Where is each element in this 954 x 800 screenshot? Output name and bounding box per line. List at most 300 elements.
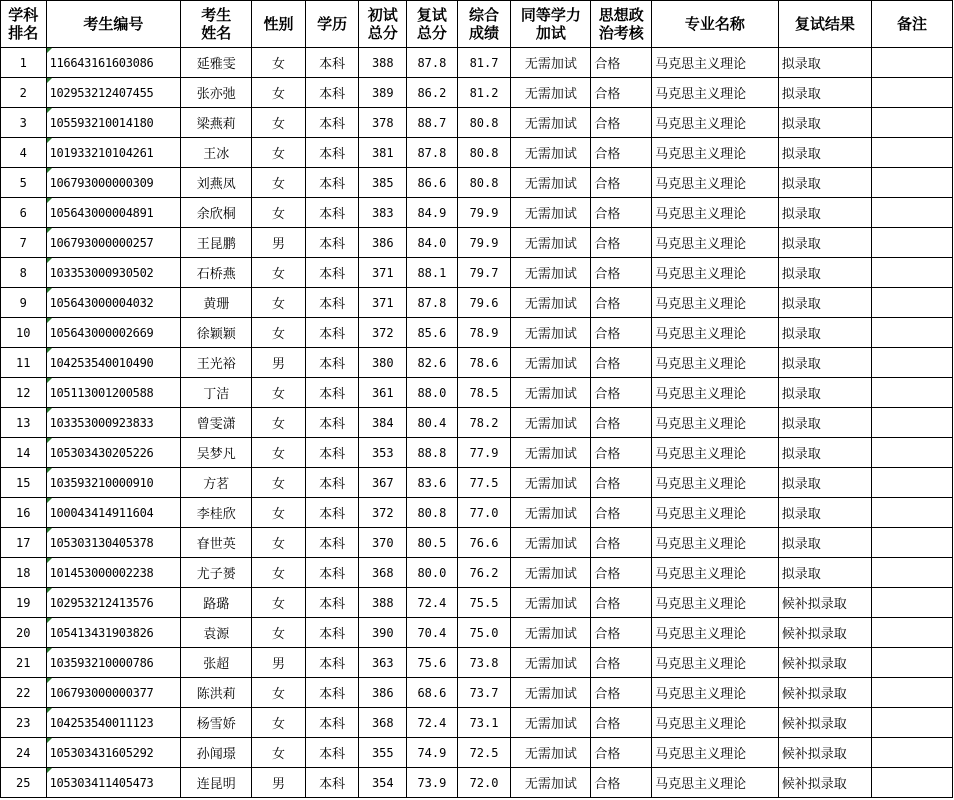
cell-exam-id	[46, 678, 181, 708]
cell-remarks	[871, 648, 952, 678]
cell-initial-total: 368	[359, 708, 407, 738]
cell-equiv-exam: 无需加试	[511, 408, 591, 438]
exam-id-text: 106793000000377	[49, 685, 154, 700]
exam-id-text: 116643161603086	[49, 55, 154, 70]
cell-result: 候补拟录取	[778, 678, 871, 708]
cell-retest-total: 72.4	[407, 588, 458, 618]
cell-gender: 女	[252, 438, 306, 468]
cell-remarks	[871, 498, 952, 528]
cell-education: 本科	[305, 198, 359, 228]
cell-gender: 男	[252, 228, 306, 258]
cell-political: 合格	[591, 48, 652, 78]
cell-remarks	[871, 318, 952, 348]
table-row	[1, 168, 953, 198]
cell-composite: 78.9	[457, 318, 511, 348]
cell-equiv-exam: 无需加试	[511, 348, 591, 378]
cell-exam-id	[46, 498, 181, 528]
header-major: 专业名称	[652, 1, 779, 48]
cell-gender: 女	[252, 258, 306, 288]
table-row	[1, 228, 953, 258]
cell-initial-total: 367	[359, 468, 407, 498]
cell-name: 张亦弛	[181, 78, 252, 108]
cell-exam-id	[46, 318, 181, 348]
cell-result: 拟录取	[778, 48, 871, 78]
cell-comment-marker-icon	[47, 408, 52, 413]
exam-id-text: 103593210000910	[49, 475, 154, 490]
cell-retest-total: 72.4	[407, 708, 458, 738]
cell-name: 连昆明	[181, 768, 252, 798]
cell-rank: 6	[1, 198, 47, 228]
table-row	[1, 618, 953, 648]
cell-result: 拟录取	[778, 78, 871, 108]
cell-remarks	[871, 108, 952, 138]
exam-id-text: 105303411405473	[49, 775, 154, 790]
table-row	[1, 78, 953, 108]
cell-major: 马克思主义理论	[652, 348, 779, 378]
cell-initial-total: 386	[359, 228, 407, 258]
header-composite: 综合 成绩	[457, 1, 511, 48]
cell-result: 拟录取	[778, 228, 871, 258]
cell-comment-marker-icon	[47, 678, 52, 683]
cell-initial-total: 370	[359, 528, 407, 558]
cell-name: 尤子赟	[181, 558, 252, 588]
cell-composite: 79.6	[457, 288, 511, 318]
cell-initial-total: 371	[359, 258, 407, 288]
cell-major: 马克思主义理论	[652, 438, 779, 468]
header-education: 学历	[305, 1, 359, 48]
cell-gender: 男	[252, 768, 306, 798]
cell-result: 拟录取	[778, 168, 871, 198]
cell-comment-marker-icon	[47, 78, 52, 83]
cell-retest-total: 88.7	[407, 108, 458, 138]
cell-political: 合格	[591, 498, 652, 528]
cell-political: 合格	[591, 348, 652, 378]
cell-political: 合格	[591, 618, 652, 648]
cell-political: 合格	[591, 588, 652, 618]
cell-education: 本科	[305, 648, 359, 678]
cell-political: 合格	[591, 438, 652, 468]
cell-rank: 13	[1, 408, 47, 438]
cell-major: 马克思主义理论	[652, 78, 779, 108]
cell-remarks	[871, 738, 952, 768]
header-name: 考生 姓名	[181, 1, 252, 48]
header-gender: 性别	[252, 1, 306, 48]
cell-political: 合格	[591, 378, 652, 408]
cell-political: 合格	[591, 78, 652, 108]
table-row	[1, 438, 953, 468]
cell-gender: 女	[252, 378, 306, 408]
cell-initial-total: 386	[359, 678, 407, 708]
exam-id-text: 105303130405378	[49, 535, 154, 550]
exam-id-text: 105303431605292	[49, 745, 154, 760]
header-exam-id: 考生编号	[46, 1, 181, 48]
cell-initial-total: 383	[359, 198, 407, 228]
cell-retest-total: 73.9	[407, 768, 458, 798]
cell-retest-total: 80.4	[407, 408, 458, 438]
table-row	[1, 288, 953, 318]
cell-name: 延雅雯	[181, 48, 252, 78]
cell-comment-marker-icon	[47, 168, 52, 173]
cell-comment-marker-icon	[47, 438, 52, 443]
cell-exam-id	[46, 588, 181, 618]
cell-retest-total: 84.9	[407, 198, 458, 228]
cell-initial-total: 385	[359, 168, 407, 198]
table-row	[1, 588, 953, 618]
cell-education: 本科	[305, 348, 359, 378]
cell-initial-total: 353	[359, 438, 407, 468]
cell-name: 黄珊	[181, 288, 252, 318]
cell-exam-id	[46, 228, 181, 258]
cell-major: 马克思主义理论	[652, 408, 779, 438]
cell-equiv-exam: 无需加试	[511, 468, 591, 498]
cell-result: 候补拟录取	[778, 618, 871, 648]
cell-rank: 18	[1, 558, 47, 588]
cell-gender: 女	[252, 288, 306, 318]
cell-composite: 80.8	[457, 138, 511, 168]
cell-gender: 女	[252, 588, 306, 618]
cell-rank: 3	[1, 108, 47, 138]
cell-comment-marker-icon	[47, 108, 52, 113]
cell-initial-total: 372	[359, 318, 407, 348]
cell-education: 本科	[305, 558, 359, 588]
exam-id-text: 104253540011123	[49, 715, 154, 730]
cell-composite: 72.5	[457, 738, 511, 768]
cell-equiv-exam: 无需加试	[511, 198, 591, 228]
cell-initial-total: 388	[359, 48, 407, 78]
cell-composite: 78.6	[457, 348, 511, 378]
table-row	[1, 318, 953, 348]
cell-major: 马克思主义理论	[652, 378, 779, 408]
cell-equiv-exam: 无需加试	[511, 168, 591, 198]
cell-gender: 女	[252, 468, 306, 498]
table-row	[1, 378, 953, 408]
cell-education: 本科	[305, 768, 359, 798]
cell-major: 马克思主义理论	[652, 738, 779, 768]
cell-exam-id	[46, 618, 181, 648]
cell-gender: 女	[252, 528, 306, 558]
cell-political: 合格	[591, 108, 652, 138]
cell-result: 拟录取	[778, 258, 871, 288]
cell-initial-total: 378	[359, 108, 407, 138]
cell-equiv-exam: 无需加试	[511, 588, 591, 618]
cell-retest-total: 88.8	[407, 438, 458, 468]
cell-retest-total: 82.6	[407, 348, 458, 378]
cell-rank: 21	[1, 648, 47, 678]
cell-political: 合格	[591, 648, 652, 678]
cell-major: 马克思主义理论	[652, 468, 779, 498]
cell-initial-total: 361	[359, 378, 407, 408]
cell-education: 本科	[305, 408, 359, 438]
cell-rank: 14	[1, 438, 47, 468]
table-row	[1, 108, 953, 138]
cell-equiv-exam: 无需加试	[511, 498, 591, 528]
cell-remarks	[871, 528, 952, 558]
cell-name: 王昆鹏	[181, 228, 252, 258]
table-row	[1, 528, 953, 558]
cell-education: 本科	[305, 168, 359, 198]
cell-retest-total: 86.2	[407, 78, 458, 108]
cell-equiv-exam: 无需加试	[511, 528, 591, 558]
cell-education: 本科	[305, 468, 359, 498]
cell-remarks	[871, 348, 952, 378]
cell-rank: 19	[1, 588, 47, 618]
cell-comment-marker-icon	[47, 348, 52, 353]
cell-comment-marker-icon	[47, 378, 52, 383]
cell-rank: 11	[1, 348, 47, 378]
exam-id-text: 106793000000309	[49, 175, 154, 190]
cell-education: 本科	[305, 678, 359, 708]
cell-rank: 8	[1, 258, 47, 288]
cell-political: 合格	[591, 288, 652, 318]
header-initial-total: 初试 总分	[359, 1, 407, 48]
cell-education: 本科	[305, 228, 359, 258]
cell-name: 路璐	[181, 588, 252, 618]
cell-name: 眘世英	[181, 528, 252, 558]
cell-composite: 76.2	[457, 558, 511, 588]
cell-remarks	[871, 78, 952, 108]
cell-result: 拟录取	[778, 198, 871, 228]
cell-composite: 80.8	[457, 108, 511, 138]
exam-id-text: 103593210000786	[49, 655, 154, 670]
cell-equiv-exam: 无需加试	[511, 558, 591, 588]
cell-political: 合格	[591, 468, 652, 498]
cell-result: 拟录取	[778, 138, 871, 168]
cell-comment-marker-icon	[47, 528, 52, 533]
table-row	[1, 558, 953, 588]
cell-political: 合格	[591, 318, 652, 348]
cell-retest-total: 75.6	[407, 648, 458, 678]
cell-name: 王冰	[181, 138, 252, 168]
cell-major: 马克思主义理论	[652, 528, 779, 558]
cell-equiv-exam: 无需加试	[511, 288, 591, 318]
cell-initial-total: 368	[359, 558, 407, 588]
cell-major: 马克思主义理论	[652, 48, 779, 78]
cell-comment-marker-icon	[47, 768, 52, 773]
cell-education: 本科	[305, 78, 359, 108]
cell-rank: 23	[1, 708, 47, 738]
cell-major: 马克思主义理论	[652, 558, 779, 588]
cell-equiv-exam: 无需加试	[511, 618, 591, 648]
cell-comment-marker-icon	[47, 708, 52, 713]
cell-exam-id	[46, 198, 181, 228]
cell-major: 马克思主义理论	[652, 708, 779, 738]
cell-composite: 76.6	[457, 528, 511, 558]
cell-equiv-exam: 无需加试	[511, 138, 591, 168]
cell-retest-total: 88.0	[407, 378, 458, 408]
cell-retest-total: 87.8	[407, 288, 458, 318]
table-row	[1, 708, 953, 738]
cell-name: 袁源	[181, 618, 252, 648]
cell-comment-marker-icon	[47, 288, 52, 293]
cell-rank: 1	[1, 48, 47, 78]
cell-rank: 10	[1, 318, 47, 348]
cell-gender: 女	[252, 138, 306, 168]
exam-id-text: 105643000004032	[49, 295, 154, 310]
cell-name: 刘燕凤	[181, 168, 252, 198]
cell-result: 拟录取	[778, 468, 871, 498]
cell-exam-id	[46, 288, 181, 318]
cell-name: 陈洪莉	[181, 678, 252, 708]
cell-exam-id	[46, 378, 181, 408]
cell-exam-id	[46, 258, 181, 288]
cell-initial-total: 388	[359, 588, 407, 618]
cell-result: 拟录取	[778, 438, 871, 468]
cell-comment-marker-icon	[47, 558, 52, 563]
cell-political: 合格	[591, 408, 652, 438]
cell-result: 拟录取	[778, 378, 871, 408]
cell-name: 丁洁	[181, 378, 252, 408]
cell-remarks	[871, 708, 952, 738]
cell-comment-marker-icon	[47, 228, 52, 233]
cell-major: 马克思主义理论	[652, 108, 779, 138]
cell-equiv-exam: 无需加试	[511, 48, 591, 78]
cell-equiv-exam: 无需加试	[511, 738, 591, 768]
exam-id-text: 103353000923833	[49, 415, 154, 430]
cell-equiv-exam: 无需加试	[511, 258, 591, 288]
exam-id-text: 101453000002238	[49, 565, 154, 580]
cell-rank: 4	[1, 138, 47, 168]
cell-equiv-exam: 无需加试	[511, 648, 591, 678]
cell-exam-id	[46, 648, 181, 678]
cell-result: 候补拟录取	[778, 768, 871, 798]
cell-rank: 24	[1, 738, 47, 768]
header-result: 复试结果	[778, 1, 871, 48]
cell-equiv-exam: 无需加试	[511, 318, 591, 348]
cell-result: 候补拟录取	[778, 588, 871, 618]
cell-political: 合格	[591, 678, 652, 708]
cell-retest-total: 87.8	[407, 138, 458, 168]
cell-initial-total: 384	[359, 408, 407, 438]
cell-comment-marker-icon	[47, 318, 52, 323]
cell-remarks	[871, 48, 952, 78]
cell-political: 合格	[591, 228, 652, 258]
cell-gender: 女	[252, 48, 306, 78]
cell-education: 本科	[305, 708, 359, 738]
cell-remarks	[871, 678, 952, 708]
cell-exam-id	[46, 78, 181, 108]
cell-result: 候补拟录取	[778, 738, 871, 768]
exam-id-text: 102953212407455	[49, 85, 154, 100]
cell-major: 马克思主义理论	[652, 498, 779, 528]
cell-remarks	[871, 768, 952, 798]
header-political: 思想政 治考核	[591, 1, 652, 48]
cell-gender: 女	[252, 738, 306, 768]
cell-result: 拟录取	[778, 408, 871, 438]
cell-rank: 17	[1, 528, 47, 558]
cell-major: 马克思主义理论	[652, 168, 779, 198]
cell-retest-total: 68.6	[407, 678, 458, 708]
cell-comment-marker-icon	[47, 588, 52, 593]
cell-rank: 22	[1, 678, 47, 708]
cell-name: 张超	[181, 648, 252, 678]
cell-result: 拟录取	[778, 318, 871, 348]
cell-result: 拟录取	[778, 498, 871, 528]
cell-exam-id	[46, 558, 181, 588]
table-row	[1, 348, 953, 378]
cell-political: 合格	[591, 738, 652, 768]
cell-composite: 79.9	[457, 228, 511, 258]
cell-equiv-exam: 无需加试	[511, 378, 591, 408]
cell-composite: 73.8	[457, 648, 511, 678]
cell-composite: 78.5	[457, 378, 511, 408]
cell-name: 孙闻璟	[181, 738, 252, 768]
table-row	[1, 738, 953, 768]
cell-political: 合格	[591, 558, 652, 588]
exam-id-text: 105643000004891	[49, 205, 154, 220]
cell-major: 马克思主义理论	[652, 258, 779, 288]
cell-education: 本科	[305, 498, 359, 528]
cell-name: 徐颖颖	[181, 318, 252, 348]
cell-composite: 75.5	[457, 588, 511, 618]
cell-political: 合格	[591, 258, 652, 288]
exam-id-text: 101933210104261	[49, 145, 154, 160]
cell-gender: 男	[252, 348, 306, 378]
cell-comment-marker-icon	[47, 648, 52, 653]
cell-composite: 72.0	[457, 768, 511, 798]
cell-gender: 女	[252, 708, 306, 738]
exam-id-text: 103353000930502	[49, 265, 154, 280]
cell-gender: 女	[252, 78, 306, 108]
cell-rank: 9	[1, 288, 47, 318]
cell-retest-total: 87.8	[407, 48, 458, 78]
cell-name: 石桥燕	[181, 258, 252, 288]
cell-retest-total: 83.6	[407, 468, 458, 498]
cell-major: 马克思主义理论	[652, 318, 779, 348]
cell-retest-total: 80.5	[407, 528, 458, 558]
cell-equiv-exam: 无需加试	[511, 78, 591, 108]
exam-id-text: 105593210014180	[49, 115, 154, 130]
cell-major: 马克思主义理论	[652, 588, 779, 618]
cell-rank: 16	[1, 498, 47, 528]
cell-remarks	[871, 288, 952, 318]
cell-initial-total: 389	[359, 78, 407, 108]
cell-retest-total: 84.0	[407, 228, 458, 258]
cell-gender: 女	[252, 678, 306, 708]
cell-gender: 女	[252, 198, 306, 228]
cell-political: 合格	[591, 768, 652, 798]
cell-composite: 73.1	[457, 708, 511, 738]
cell-major: 马克思主义理论	[652, 648, 779, 678]
table-row	[1, 648, 953, 678]
cell-equiv-exam: 无需加试	[511, 228, 591, 258]
cell-result: 拟录取	[778, 528, 871, 558]
cell-political: 合格	[591, 708, 652, 738]
cell-major: 马克思主义理论	[652, 288, 779, 318]
cell-remarks	[871, 558, 952, 588]
cell-initial-total: 354	[359, 768, 407, 798]
header-equiv-exam: 同等学力 加试	[511, 1, 591, 48]
cell-result: 候补拟录取	[778, 708, 871, 738]
cell-rank: 20	[1, 618, 47, 648]
cell-education: 本科	[305, 258, 359, 288]
cell-composite: 78.2	[457, 408, 511, 438]
table-row	[1, 498, 953, 528]
table-row	[1, 678, 953, 708]
cell-gender: 女	[252, 558, 306, 588]
cell-gender: 女	[252, 618, 306, 648]
exam-id-text: 105643000002669	[49, 325, 154, 340]
cell-equiv-exam: 无需加试	[511, 708, 591, 738]
cell-remarks	[871, 258, 952, 288]
cell-composite: 81.2	[457, 78, 511, 108]
cell-exam-id	[46, 168, 181, 198]
cell-composite: 77.0	[457, 498, 511, 528]
cell-gender: 女	[252, 318, 306, 348]
cell-major: 马克思主义理论	[652, 198, 779, 228]
exam-id-text: 105413431903826	[49, 625, 154, 640]
cell-political: 合格	[591, 138, 652, 168]
cell-result: 拟录取	[778, 348, 871, 378]
